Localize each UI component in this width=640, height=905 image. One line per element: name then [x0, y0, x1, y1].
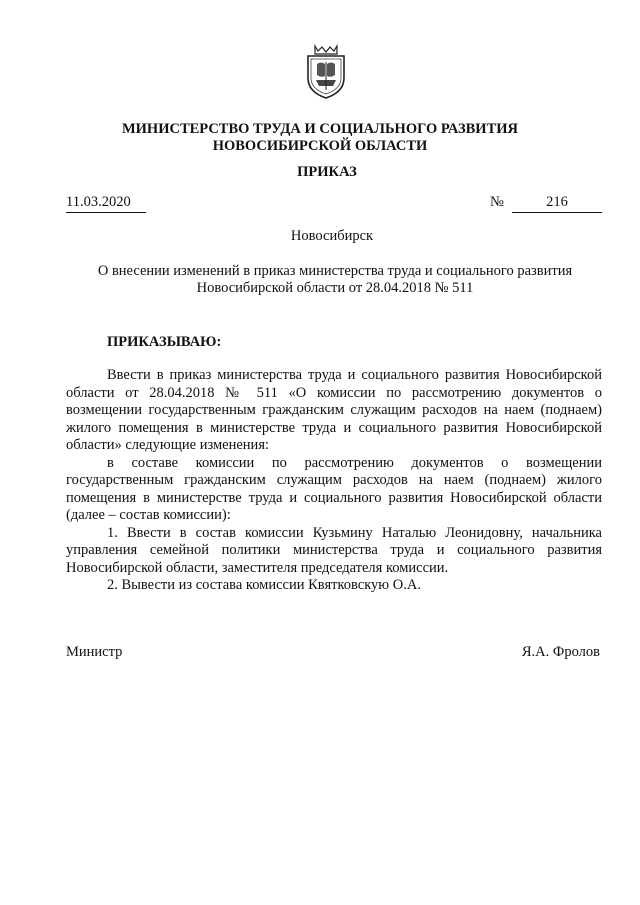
order-number: 216: [512, 194, 602, 213]
body-paragraph: 1. Ввести в состав комиссии Кузьмину Наталью Леонидовну, начальника управления семейной политики министерства труда и социального развития Новосибирской области, заместителя председателя комиссии.: [66, 524, 602, 576]
order-date: 11.03.2020: [66, 194, 146, 213]
body-paragraph: 2. Вывести из состава комиссии Квятковскую О.А.: [107, 577, 421, 593]
order-subject-line2: Новосибирской области от 28.04.2018 № 511: [196, 280, 474, 296]
ministry-name-line2: НОВОСИБИРСКОЙ ОБЛАСТИ: [212, 138, 428, 154]
ministry-name: [0, 121, 640, 155]
orders-heading: ПРИКАЗЫВАЮ:: [107, 334, 222, 350]
signatory-name: Я.А. Фролов: [521, 644, 600, 660]
signatory-position: Министр: [66, 644, 123, 660]
ministry-name-line1: МИНИСТЕРСТВО ТРУДА И СОЦИАЛЬНОГО РАЗВИТИЯ: [121, 121, 519, 137]
document-type: ПРИКАЗ: [297, 164, 357, 180]
body-paragraph: Ввести в приказ министерства труда и социального развития Новосибирской области от 28.04.2018 № 511 «О комиссии по рассмотрению документов о возмещении государственным гражданским служащим расходов на наем (поднаем) жилого помещения в министерстве труда и социального развития Новосибирской области» следующие изменения:: [66, 367, 602, 453]
order-subject-line1: О внесении изменений в приказ министерства труда и социального развития: [97, 263, 573, 279]
coat-of-arms-icon: [303, 44, 349, 100]
order-subject: [0, 263, 640, 297]
order-body: [66, 367, 602, 595]
city: Новосибирск: [290, 228, 374, 244]
body-paragraph: в составе комиссии по рассмотрению документов о возмещении государственным гражданским служащим расходов на наем (поднаем) жилого помещения в министерстве труда и социального развития Новосибирской области (далее – состав комиссии):: [66, 454, 602, 523]
order-number-label: №: [490, 194, 504, 210]
